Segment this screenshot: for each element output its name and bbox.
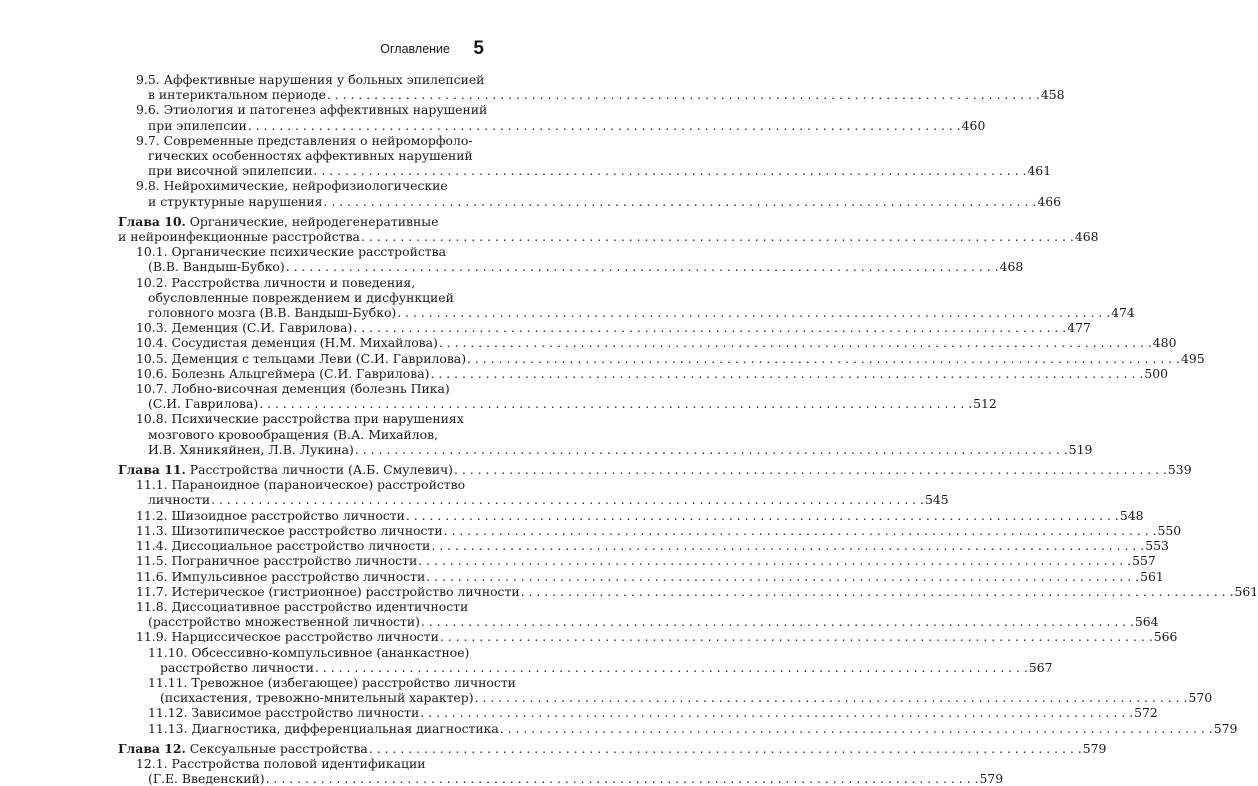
toc-section-entry	[118, 350, 1205, 366]
toc-page-number: 545	[925, 492, 949, 508]
toc-entry-text: (расстройство множественной личности)	[148, 614, 420, 630]
toc-section-entry	[118, 244, 1024, 275]
dot-leader	[426, 569, 1139, 584]
toc-entry-text: 10.5. Деменция с тельцами Леви (С.И. Гаврилова)	[136, 350, 467, 366]
toc-entry-text: И.В. Хяникяйнен, Л.В. Лукина)	[148, 441, 354, 457]
toc-entry-text: (Г.Е. Введенский)	[148, 771, 265, 786]
toc-entry-text: личности	[148, 492, 211, 508]
toc-page-number: 561	[1140, 568, 1164, 584]
dot-leader	[444, 523, 1157, 538]
toc-entry-text: 11.2. Шизоидное расстройство личности	[136, 507, 405, 523]
toc-entry-text: гических особенностях аффективных нарушений	[148, 148, 473, 164]
toc-entry-text: 11.8. Диссоциативное расстройство идентичности	[136, 598, 469, 614]
toc-entry-text: обусловленные повреждением и дисфункцией	[148, 289, 454, 305]
toc-section-entry	[118, 102, 986, 133]
toc-section-entry	[118, 335, 1177, 351]
toc-entry-text: 11.13. Диагностика, дифференциальная диагностика	[148, 720, 499, 736]
toc-entry-text: (психастения, тревожно-мнительный характер)	[160, 690, 474, 706]
dot-leader	[420, 705, 1133, 720]
dot-leader	[454, 462, 1167, 477]
toc-entry-text: 10.1. Органические психические расстройства	[136, 244, 446, 260]
toc-page-number: 570	[1188, 690, 1213, 706]
toc-section-entry	[118, 583, 1258, 599]
dot-leader	[406, 508, 1119, 523]
toc-entry-text: 9.7. Современные представления о нейроморфоло-	[136, 132, 473, 148]
toc-page-number: 460	[961, 117, 986, 133]
toc-entry-text: 12.1. Расстройства половой идентификации	[136, 755, 426, 771]
dot-leader	[369, 741, 1082, 756]
toc-section-entry	[118, 178, 1062, 209]
toc-page-number: 477	[1067, 320, 1091, 336]
toc-page-number: 561	[1234, 583, 1258, 599]
page-number: 5	[473, 38, 484, 59]
toc-section-entry	[118, 755, 1004, 786]
table-of-contents	[118, 72, 1258, 786]
toc-entry-text: 9.5. Аффективные нарушения у больных эпилепсией	[136, 72, 485, 87]
toc-entry-text: 11.1. Параноидное (параноическое) расстройство	[136, 477, 466, 493]
dot-leader	[266, 771, 979, 786]
running-title: Оглавление	[380, 42, 450, 56]
toc-entry-text: при эпилепсии	[148, 117, 247, 133]
dot-leader	[500, 721, 1213, 736]
dot-leader	[327, 87, 1040, 102]
chapter-label: Глава 10.	[118, 213, 186, 229]
dot-leader	[286, 259, 999, 274]
toc-page-number: 500	[1144, 365, 1168, 381]
dot-leader	[314, 163, 1027, 178]
toc-entry-text: 11.7. Истерическое (гистрионное) расстройство личности	[136, 583, 520, 599]
dot-leader	[361, 229, 1074, 244]
dot-leader	[439, 335, 1152, 350]
toc-entry-text: и нейроинфекционные расстройства	[118, 229, 360, 245]
toc-section-entry	[118, 568, 1164, 584]
toc-entry-text: и структурные нарушения	[148, 193, 323, 209]
toc-page-number: 461	[1027, 163, 1052, 179]
dot-leader	[421, 614, 1134, 629]
dot-leader	[353, 320, 1066, 335]
dot-leader	[259, 396, 972, 411]
dot-leader	[467, 351, 1180, 366]
toc-section-entry	[118, 72, 1065, 103]
toc-entry-text: Глава 12. Сексуальные расстройства	[118, 740, 368, 756]
toc-page-number: 466	[1037, 193, 1062, 209]
toc-entry-text: 10.8. Психические расстройства при нарушениях	[136, 411, 464, 427]
toc-entry-text: 10.4. Сосудистая деменция (Н.М. Михайлова)	[136, 335, 438, 351]
toc-entry-text: 10.7. Лобно-височная деменция (болезнь Пика)	[136, 381, 450, 397]
toc-entry-text: головного мозга (В.В. Вандыш-Бубко)	[148, 305, 397, 321]
toc-entry-text: расстройство личности	[160, 659, 314, 675]
toc-entry-text: 11.3. Шизотипическое расстройство личности	[136, 522, 443, 538]
toc-entry-text: 10.3. Деменция (С.И. Гаврилова)	[136, 320, 353, 336]
toc-entry-text: при височной эпилепсии	[148, 163, 313, 179]
toc-page-number: 468	[999, 259, 1024, 275]
toc-page-number: 474	[1111, 305, 1135, 321]
toc-section-entry	[118, 674, 1213, 706]
toc-page-number: 553	[1145, 538, 1169, 554]
dot-leader	[397, 305, 1110, 320]
toc-page-number: 458	[1040, 87, 1065, 103]
toc-entry-text: Глава 11. Расстройства личности (А.Б. Смулевич)	[118, 462, 454, 478]
toc-page-number: 548	[1119, 507, 1144, 523]
dot-leader	[315, 660, 1028, 675]
dot-leader	[431, 538, 1144, 553]
toc-entry-text: 10.6. Болезнь Альцгеймера (С.И. Гаврилова)	[136, 365, 430, 381]
dot-leader	[475, 690, 1188, 705]
toc-entry-text: 11.4. Диссоциальное расстройство личности	[136, 538, 431, 554]
toc-page-number: 567	[1028, 659, 1053, 675]
toc-page-number: 557	[1132, 553, 1156, 569]
toc-section-entry	[118, 477, 949, 508]
toc-section-entry	[118, 365, 1168, 381]
toc-entry-text: 11.10. Обсессивно-компульсивное (ананкастное)	[148, 644, 470, 660]
chapter-label: Глава 11.	[118, 462, 186, 478]
dot-leader	[521, 584, 1234, 599]
toc-entry-text: Глава 10. Органические, нейродегенеративные	[118, 213, 439, 229]
toc-entry-text: 11.11. Тревожное (избегающее) расстройство личности	[148, 674, 516, 690]
toc-entry-text: (В.В. Вандыш-Бубко)	[148, 259, 285, 275]
toc-page-number: 480	[1152, 335, 1177, 351]
toc-entry-text: 10.2. Расстройства личности и поведения,	[136, 274, 416, 290]
toc-page-number: 579	[1082, 740, 1107, 756]
dot-leader	[323, 194, 1036, 209]
toc-page-number: 550	[1157, 522, 1182, 538]
toc-page-number: 539	[1167, 462, 1192, 478]
dot-leader	[418, 553, 1131, 568]
toc-section-entry	[118, 320, 1091, 336]
toc-entry-text: 11.5. Пограничное расстройство личности	[136, 553, 418, 569]
toc-entry-text: 9.6. Этиология и патогенез аффективных нарушений	[136, 102, 488, 118]
toc-page-number: 519	[1068, 441, 1093, 457]
toc-page-number: 495	[1180, 350, 1205, 366]
toc-entry-text: в интериктальном периоде	[148, 87, 326, 103]
toc-section-entry	[118, 553, 1156, 569]
toc-section-entry	[118, 629, 1178, 645]
toc-entry-text: 11.6. Импульсивное расстройство личности	[136, 568, 426, 584]
toc-entry-text: 11.12. Зависимое расстройство личности	[148, 705, 420, 721]
toc-page-number: 566	[1153, 629, 1178, 645]
toc-section-entry	[118, 507, 1144, 523]
toc-chapter-entry	[118, 462, 1192, 478]
dot-leader	[440, 629, 1153, 644]
toc-section-entry	[118, 522, 1182, 538]
toc-page-number: 512	[973, 396, 997, 412]
toc-section-entry	[118, 644, 1053, 675]
chapter-label: Глава 12.	[118, 740, 186, 756]
toc-section-entry	[118, 132, 1052, 179]
toc-section-entry	[118, 381, 997, 412]
dot-leader	[430, 366, 1143, 381]
toc-page-number: 572	[1134, 705, 1158, 721]
toc-chapter-entry	[118, 740, 1107, 756]
dot-leader	[211, 492, 924, 507]
toc-section-entry	[118, 538, 1169, 554]
dot-leader	[248, 118, 961, 133]
toc-page-number: 468	[1074, 229, 1099, 245]
page-header	[118, 40, 484, 58]
toc-page-number: 579	[979, 771, 1004, 786]
toc-section-entry	[118, 411, 1093, 457]
toc-page-number: 579	[1213, 720, 1238, 736]
toc-chapter-entry	[118, 213, 1099, 245]
toc-section-entry	[118, 705, 1158, 721]
toc-section-entry	[118, 598, 1159, 630]
toc-page-number: 564	[1134, 614, 1159, 630]
toc-entry-text: 11.9. Нарциссическое расстройство личности	[136, 629, 439, 645]
toc-section-entry	[118, 274, 1135, 321]
toc-entry-text: мозгового кровообращения (В.А. Михайлов,	[148, 426, 439, 442]
toc-entry-text: 9.8. Нейрохимические, нейрофизиологические	[136, 178, 448, 194]
toc-section-entry	[118, 720, 1238, 736]
toc-entry-text: (С.И. Гаврилова)	[148, 396, 259, 412]
dot-leader	[355, 442, 1068, 457]
